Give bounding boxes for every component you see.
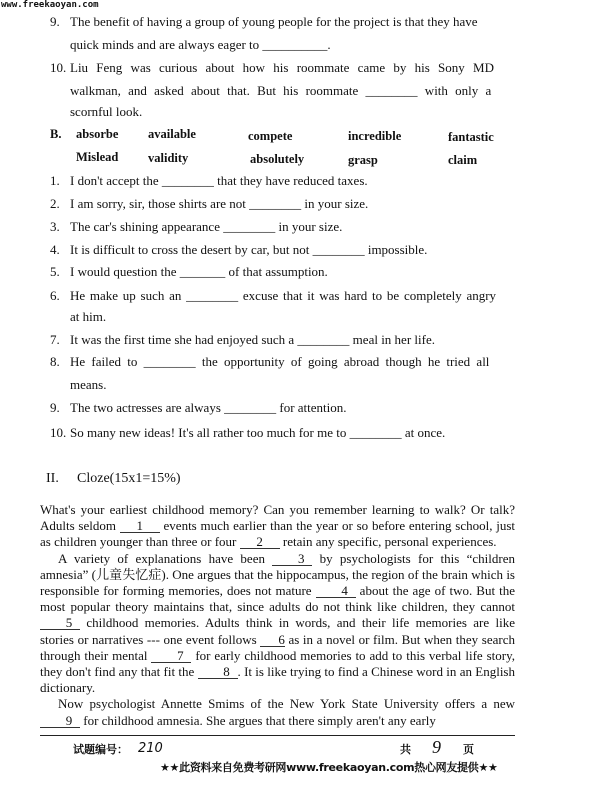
word-option: absorbe bbox=[76, 127, 119, 141]
blank-2: 2 bbox=[240, 536, 280, 549]
item-number: 5. bbox=[50, 264, 60, 279]
text: by psychologists for this “children amnesia” (儿童失忆症). One argues that the hippocampus, the region of the brain which is responsible for forming memories, does not mature bbox=[40, 550, 515, 599]
blank-5: 5 bbox=[40, 617, 80, 630]
text: as in a novel or film. But when they search through their mental bbox=[40, 631, 515, 663]
item-text: He make up such an ________ excuse that it was hard to be completely angry bbox=[70, 288, 497, 303]
item-number: 2. bbox=[50, 196, 60, 211]
section-numeral: II. bbox=[46, 471, 59, 486]
exam-code-label: 试题编号： bbox=[73, 742, 128, 756]
item-number: 1. bbox=[50, 173, 60, 188]
item-number: 9. bbox=[50, 400, 60, 415]
word-option: incredible bbox=[348, 129, 402, 143]
item-text: quick minds and are always eager to __________. bbox=[70, 37, 331, 52]
blank-1: 1 bbox=[120, 520, 160, 533]
word-option: fantastic bbox=[448, 130, 494, 144]
item-number: 8. bbox=[50, 354, 60, 369]
item-text: I don't accept the ________ that they have reduced taxes. bbox=[70, 173, 368, 188]
item-text: It was the first time she had enjoyed such a ________ meal in her life. bbox=[70, 332, 435, 347]
section-title: Cloze(15x1=15%) bbox=[77, 471, 181, 486]
item-text: walkman, and asked about that. But his roommate ________ with only a bbox=[70, 83, 492, 98]
text: about the age of two. But the most popular theory maintains that, since adults do not think like children, they cannot bbox=[40, 583, 515, 615]
cloze-paragraph-3 bbox=[40, 696, 515, 728]
cloze-paragraph-1 bbox=[40, 502, 515, 551]
cloze-paragraph-2 bbox=[40, 551, 515, 697]
footer bbox=[40, 736, 515, 757]
total-pages: 9 bbox=[432, 736, 441, 757]
section-label: B. bbox=[50, 127, 62, 141]
item-text: It is difficult to cross the desert by car, but not ________ impossible. bbox=[70, 242, 428, 257]
item-text: Liu Feng was curious about how his roommate came by his Sony MD bbox=[70, 60, 494, 75]
total-label: 共 bbox=[400, 742, 411, 756]
text: A variety of explanations have been bbox=[58, 550, 273, 566]
item-text: I am sorry, sir, those shirts are not ________ in your size. bbox=[70, 196, 369, 211]
blank-7: 7 bbox=[151, 650, 191, 663]
word-option: Mislead bbox=[76, 150, 119, 164]
item-text: He failed to ________ the opportunity of going abroad though he tried all bbox=[70, 354, 490, 369]
item-text: means. bbox=[70, 377, 107, 392]
item-text: So many new ideas! It's all rather too much for me to ________ at once. bbox=[70, 425, 446, 440]
text: What's your earliest childhood memory? Can you remember learning to walk? Or talk? Adults seldom bbox=[40, 502, 515, 534]
blank-6: 6 bbox=[260, 634, 285, 647]
text: for childhood amnesia. She argues that there simply aren't any early bbox=[80, 712, 436, 728]
item-text: The two actresses are always ________ for attention. bbox=[70, 400, 347, 415]
item-number: 10. bbox=[50, 60, 67, 75]
item-number: 3. bbox=[50, 219, 60, 234]
blank-9: 9 bbox=[40, 715, 80, 728]
item-number: 6. bbox=[50, 288, 60, 303]
text: for early childhood memories to add to this verbal life story, they don't find any that fit the bbox=[40, 647, 515, 680]
item-text: I would question the _______ of that assumption. bbox=[70, 264, 328, 279]
text: events much earlier than the year or so before entering school, just as children younger than three or four bbox=[40, 518, 515, 550]
text: childhood memories. Adults think in words, and their life memories are like stories or narratives --- one event follows bbox=[40, 615, 515, 647]
exam-code: 210 bbox=[138, 740, 163, 756]
source-banner: ★★此资料来自免费考研网www.freekaoyan.com热心网友提供★★ bbox=[160, 760, 498, 774]
word-option: grasp bbox=[348, 153, 378, 167]
text: retain any specific, personal experiences. bbox=[279, 534, 497, 550]
item-text: The benefit of having a group of young people for the project is that they have bbox=[70, 14, 478, 29]
item-number: 9. bbox=[50, 14, 60, 29]
item-text: The car's shining appearance ________ in your size. bbox=[70, 219, 343, 234]
cloze-passage bbox=[40, 502, 515, 775]
blank-8: 8 bbox=[198, 666, 238, 679]
item-number: 10. bbox=[50, 425, 67, 440]
word-option: available bbox=[148, 127, 196, 141]
word-option: compete bbox=[248, 129, 293, 143]
word-option: validity bbox=[148, 151, 189, 165]
item-number: 7. bbox=[50, 332, 60, 347]
text: . It is like trying to find a Chinese word in an English dictionary. bbox=[40, 664, 515, 696]
page-label: 页 bbox=[463, 742, 474, 756]
item-number: 4. bbox=[50, 242, 60, 257]
footer-divider bbox=[40, 735, 515, 736]
item-text: scornful look. bbox=[70, 104, 143, 119]
item-text: at him. bbox=[70, 309, 107, 324]
blank-3: 3 bbox=[272, 553, 312, 566]
site-label: www.freekaoyan.com bbox=[1, 0, 99, 10]
text: Now psychologist Annette Smims of the New York State University offers a new bbox=[58, 696, 515, 712]
blank-4: 4 bbox=[316, 585, 356, 598]
word-option: claim bbox=[448, 153, 478, 167]
word-option: absolutely bbox=[250, 152, 305, 166]
